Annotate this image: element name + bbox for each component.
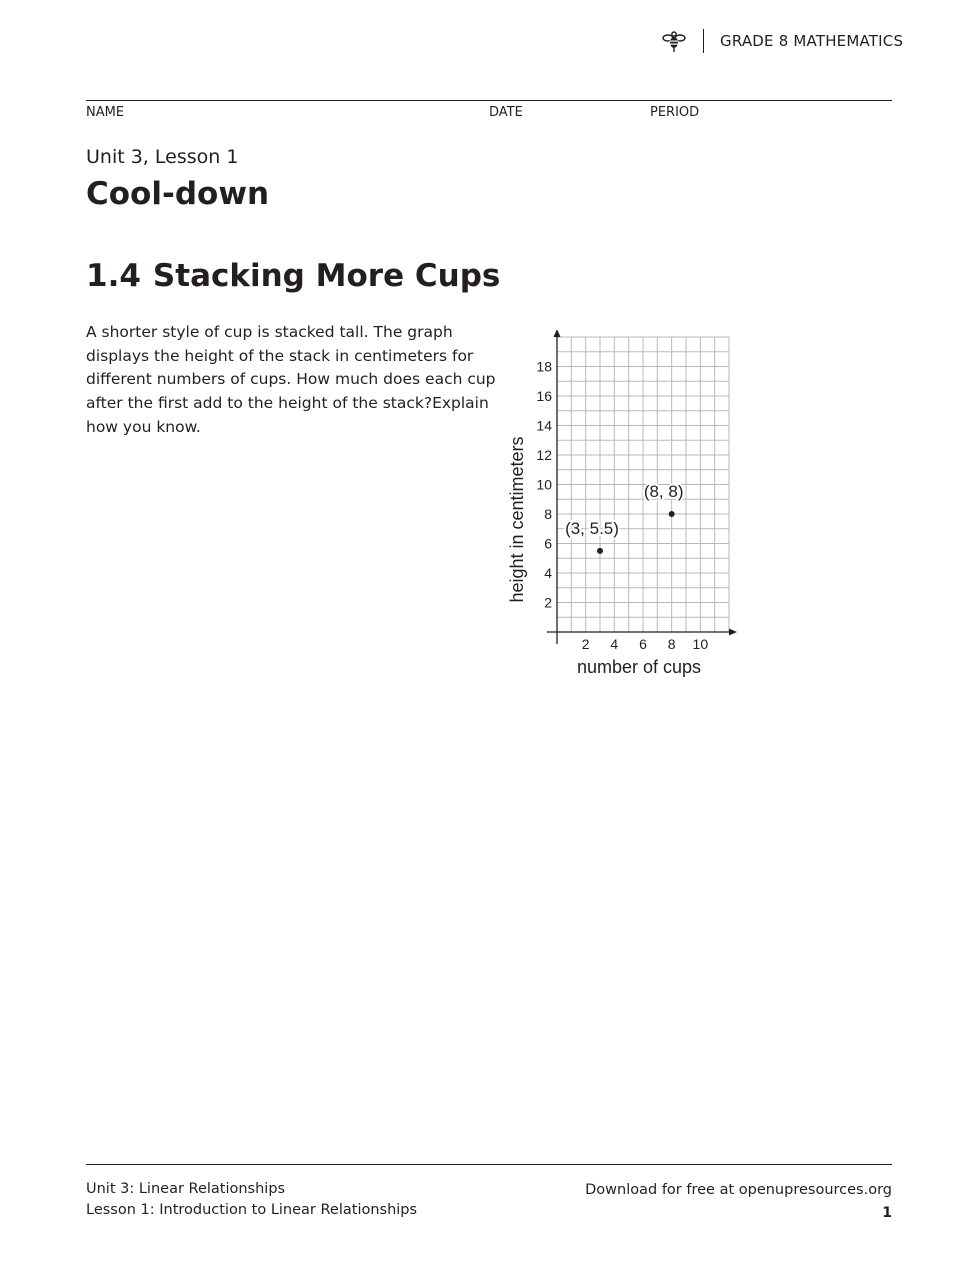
x-tick-label: 6 <box>639 636 647 652</box>
y-tick-label: 12 <box>536 447 552 463</box>
y-tick-label: 2 <box>544 594 552 611</box>
section-title: Stacking More Cups <box>152 258 501 294</box>
y-tick-label: 4 <box>544 565 552 581</box>
section-number: 1.4 <box>86 258 141 294</box>
y-tick-label: 6 <box>544 535 552 552</box>
header-divider <box>703 29 704 53</box>
y-tick-label: 18 <box>536 358 552 375</box>
y-tick-label: 16 <box>536 388 552 404</box>
y-axis-arrow <box>554 330 561 337</box>
y-axis-label: height in centimeters <box>507 436 527 603</box>
axes <box>547 330 737 644</box>
bottom-rule <box>86 1164 892 1165</box>
section-heading <box>86 258 500 294</box>
y-tick-label: 8 <box>544 506 552 522</box>
data-point-label: (8, 8) <box>643 482 684 501</box>
footer-download-link[interactable]: Download for free at openupresources.org <box>585 1182 892 1198</box>
activity-type-heading: Cool-down <box>86 176 270 212</box>
x-tick-label: 8 <box>667 636 676 652</box>
graph-canvas <box>505 330 745 690</box>
problem-text: A shorter style of cup is stacked tall. The graph displays the height of the stack in centimeters for different numbers of cups. How much does each cup after the first add to the height of the stack?Explain how you know. <box>86 323 496 436</box>
x-tick-label: 2 <box>581 636 590 652</box>
x-axis-arrow <box>729 629 737 636</box>
y-tick-label: 14 <box>536 417 552 434</box>
unit-lesson-label: Unit 3, Lesson 1 <box>86 146 239 168</box>
data-point <box>669 511 675 517</box>
x-tick-label: 10 <box>692 636 709 652</box>
course-title: GRADE 8 MATHEMATICS <box>720 32 904 50</box>
date-field-label: DATE <box>489 105 523 120</box>
tick-labels <box>536 359 708 653</box>
data-point-label: (3, 5.5) <box>565 518 619 538</box>
page-number: 1 <box>882 1205 892 1221</box>
data-point <box>597 548 603 554</box>
name-field-label: NAME <box>86 105 125 120</box>
footer-lesson: Lesson 1: Introduction to Linear Relationships <box>86 1202 418 1218</box>
bee-logo-icon <box>662 29 686 53</box>
x-axis-label: number of cups <box>576 657 702 677</box>
top-rule <box>86 100 892 101</box>
x-tick-label: 4 <box>610 636 619 652</box>
cups-height-graph <box>505 330 745 690</box>
period-field-label: PERIOD <box>650 105 700 120</box>
y-tick-label: 10 <box>536 476 552 493</box>
footer-unit: Unit 3: Linear Relationships <box>86 1181 286 1197</box>
